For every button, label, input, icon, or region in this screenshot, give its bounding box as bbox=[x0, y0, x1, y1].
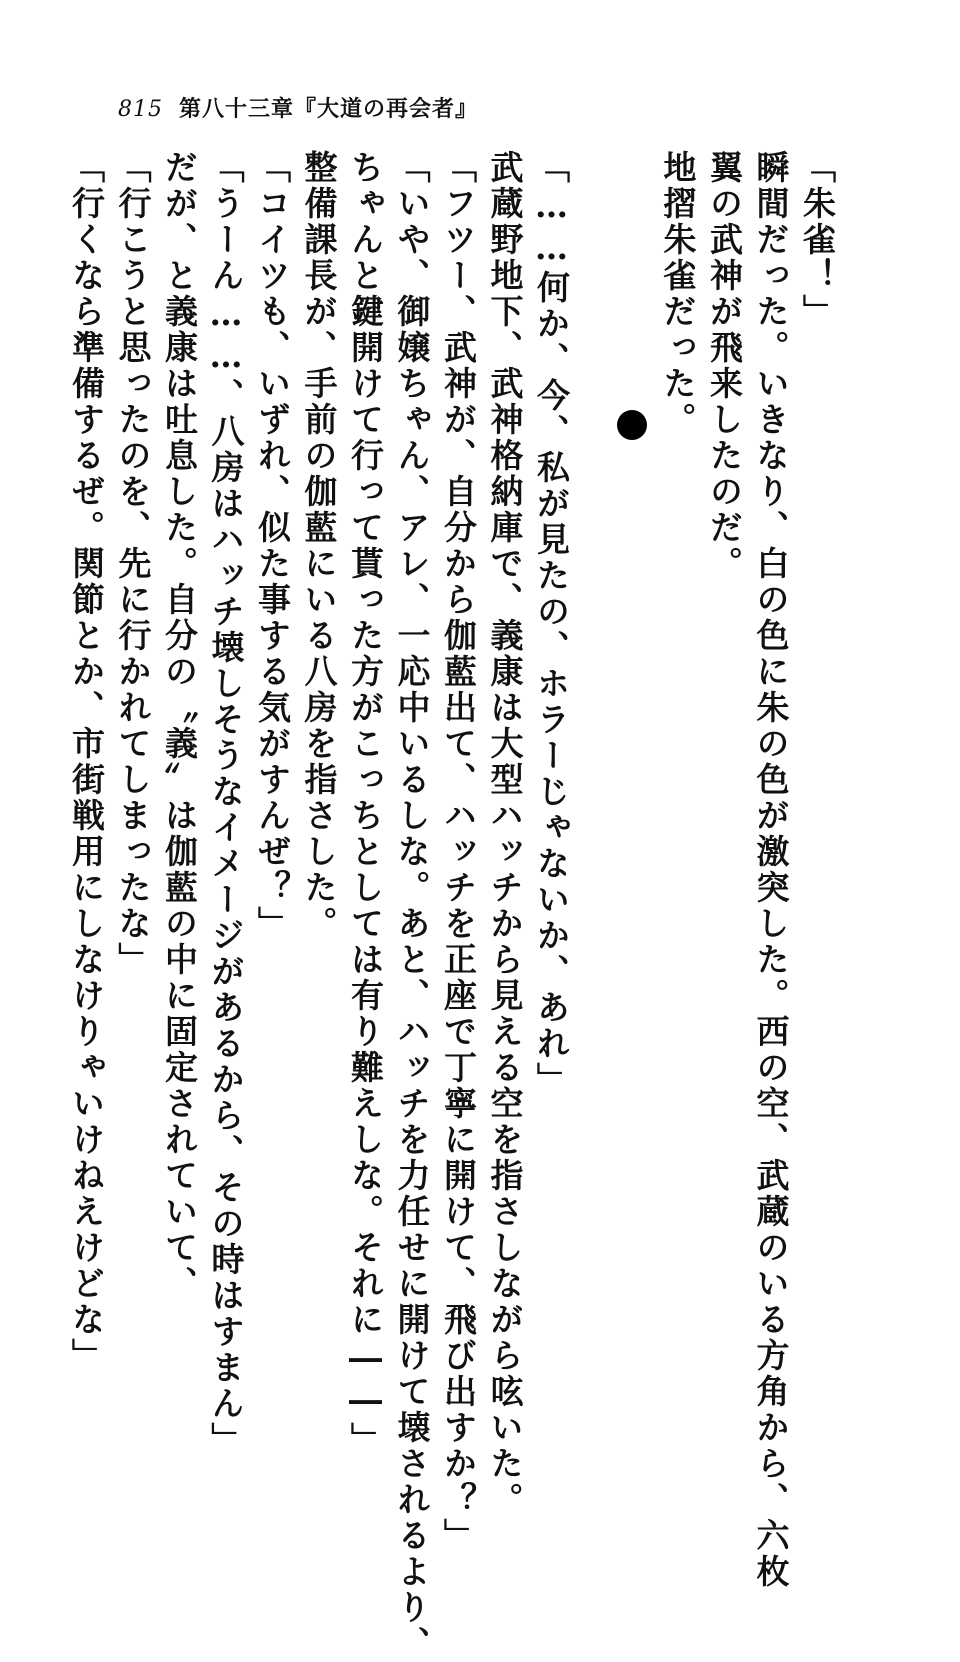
text-line: 「……何か、今、私が見たの、ホラーじゃないか、あれ」 bbox=[532, 150, 571, 1098]
chapter-title: 第八十三章『大道の再会者』 bbox=[179, 96, 479, 122]
text-line: 「いや、御嬢ちゃん、アレ、一応中いるしな。あと、ハッチを力任せに開けて壊されるより、 bbox=[392, 150, 432, 1662]
vertical-body-text bbox=[67, 150, 840, 1662]
page-number: 815 bbox=[118, 97, 163, 122]
text-line: ちゃんと鍵開けて行って貰った方がこっちとしては有り難えしな。それに――」 bbox=[346, 150, 385, 1458]
text-line: 翼の武神が飛来したのだ。 bbox=[705, 150, 744, 582]
text-line: 地摺朱雀だった。 bbox=[658, 150, 698, 438]
text-line: 「コイツも、いずれ、似た事する気がすんぜ？」 bbox=[253, 150, 292, 942]
text-line: 瞬間だった。いきなり、白の色に朱の色が激突した。西の空、武蔵のいる方角から、六枚 bbox=[751, 150, 791, 1590]
text-line: 「うーん……、八房はハッチ壊しそうなイメージがあるから、その時はすまん」 bbox=[206, 150, 246, 1458]
text-line: だが、と義康は吐息した。自分の〝義〟は伽藍の中に固定されていて、 bbox=[160, 150, 199, 1302]
text-line: 武蔵野地下、武神格納庫で、義康は大型ハッチから見える空を指さしながら呟いた。 bbox=[485, 150, 525, 1518]
text-line: 「行こうと思ったのを、先に行かれてしまったな」 bbox=[113, 150, 153, 978]
text-line: 「行くなら準備するぜ。関節とか、市街戦用にしなけりゃいけねえけどな」 bbox=[67, 150, 106, 1374]
text-line: 整備課長が、手前の伽藍にいる八房を指さした。 bbox=[299, 150, 339, 942]
section-gap bbox=[574, 150, 654, 1330]
running-header bbox=[118, 92, 478, 123]
text-line: 「フツー、武神が、自分から伽藍出て、ハッチを正座で丁寧に開けて、飛び出すか？」 bbox=[439, 150, 478, 1554]
text-line: 「朱雀！」 bbox=[798, 150, 837, 330]
